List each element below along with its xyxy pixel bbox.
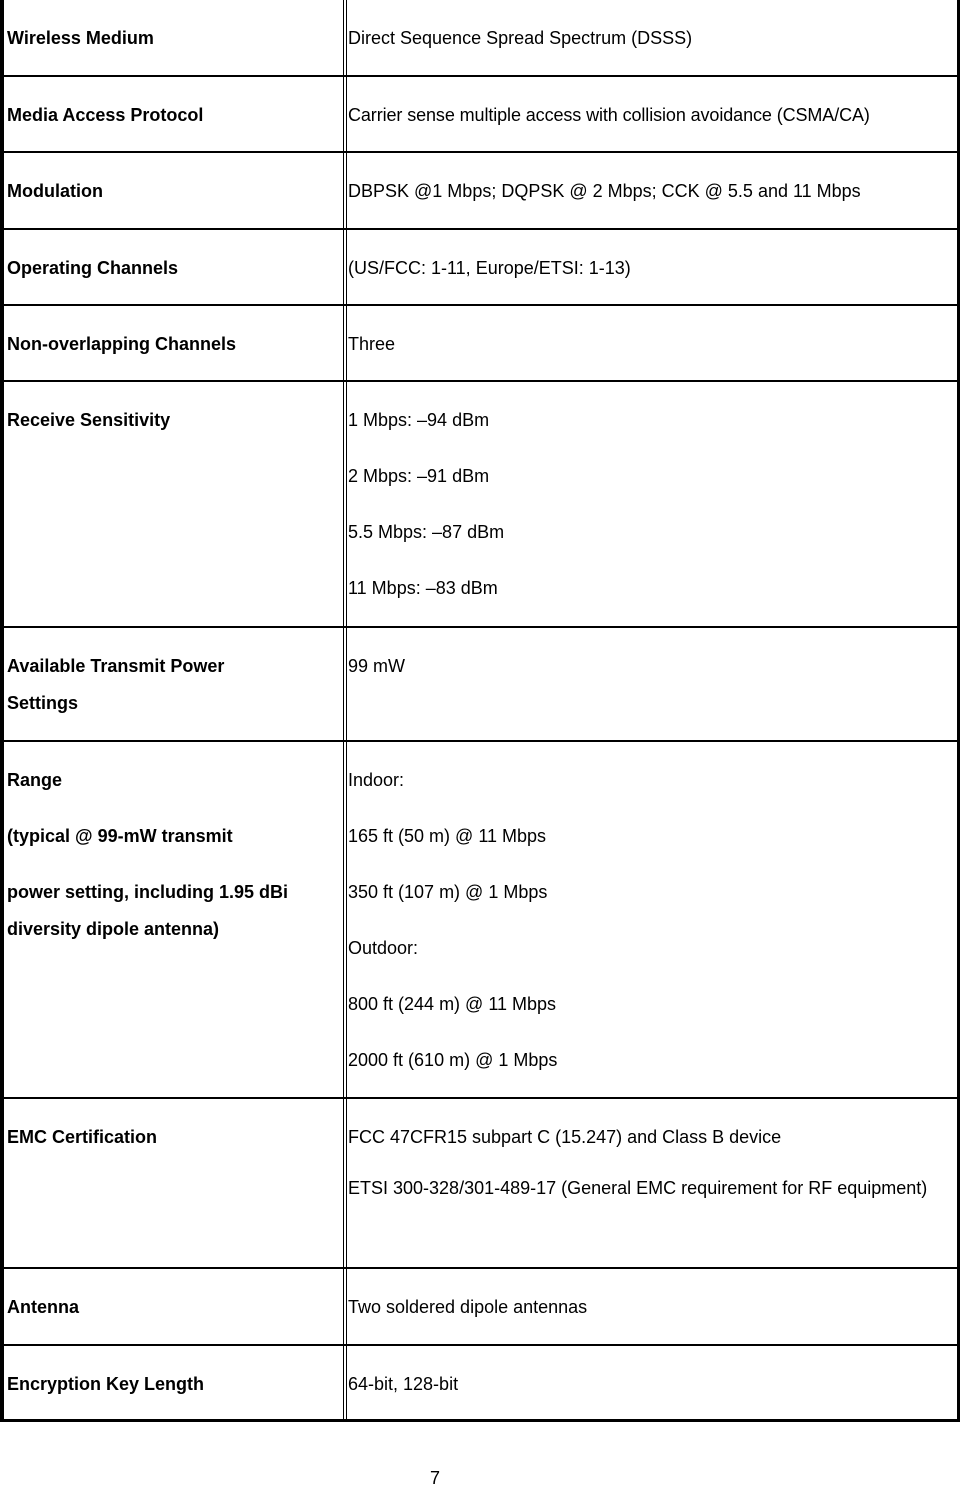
row-label: Operating Channels: [7, 258, 179, 278]
row-value: Two soldered dipole antennas: [348, 1297, 588, 1317]
table-row: [4, 1269, 957, 1346]
row-value: 11 Mbps: –83 dBm: [348, 578, 498, 598]
row-value: Direct Sequence Spread Spectrum (DSSS): [348, 28, 693, 48]
table-row: [4, 1346, 957, 1419]
row-label: Receive Sensitivity: [7, 410, 171, 430]
row-value: DBPSK @1 Mbps; DQPSK @ 2 Mbps; CCK @ 5.5 and 11 Mbps: [348, 181, 861, 201]
row-label: Available Transmit Power Settings: [7, 656, 225, 713]
row-label: power setting, including 1.95 dBi diversity dipole antenna): [7, 882, 289, 939]
row-value: 800 ft (244 m) @ 11 Mbps: [348, 994, 557, 1014]
row-value: Outdoor:: [348, 938, 419, 958]
row-value: 165 ft (50 m) @ 11 Mbps: [348, 826, 547, 846]
table-row: [4, 306, 957, 382]
row-label: Antenna: [7, 1297, 79, 1317]
row-value: (US/FCC: 1-11, Europe/ETSI: 1-13): [348, 258, 631, 278]
table-row: [4, 0, 957, 77]
row-value: 5.5 Mbps: –87 dBm: [348, 522, 505, 542]
row-value: FCC 47CFR15 subpart C (15.247) and Class B device: [348, 1127, 782, 1147]
table-row: [4, 1099, 957, 1269]
row-label: Wireless Medium: [7, 28, 154, 48]
row-label: (typical @ 99-mW transmit: [7, 826, 233, 846]
row-value: 1 Mbps: –94 dBm: [348, 410, 490, 430]
row-value: Carrier sense multiple access with collision avoidance (CSMA/CA): [348, 105, 870, 125]
row-label: Non-overlapping Channels: [7, 334, 237, 354]
table-row: [4, 742, 957, 1099]
row-label: Range: [7, 770, 63, 790]
row-value: 350 ft (107 m) @ 1 Mbps: [348, 882, 548, 902]
row-label: EMC Certification: [7, 1127, 158, 1147]
table-row: [4, 382, 957, 628]
row-value: 99 mW: [348, 656, 406, 676]
page-number: 7: [430, 1468, 441, 1488]
row-value: Indoor:: [348, 770, 405, 790]
table-row: [4, 153, 957, 230]
row-value: 2000 ft (610 m) @ 1 Mbps: [348, 1050, 558, 1070]
row-label: Modulation: [7, 181, 103, 201]
row-label: Encryption Key Length: [7, 1374, 205, 1394]
row-label: Media Access Protocol: [7, 105, 204, 125]
row-value: 2 Mbps: –91 dBm: [348, 466, 490, 486]
table-row: [4, 628, 957, 742]
table-row: [4, 77, 957, 153]
row-value: Three: [348, 334, 396, 354]
row-value: 64-bit, 128-bit: [348, 1374, 459, 1394]
row-value: ETSI 300-328/301-489-17 (General EMC requirement for RF equipment): [348, 1178, 928, 1198]
table-row: [4, 230, 957, 306]
